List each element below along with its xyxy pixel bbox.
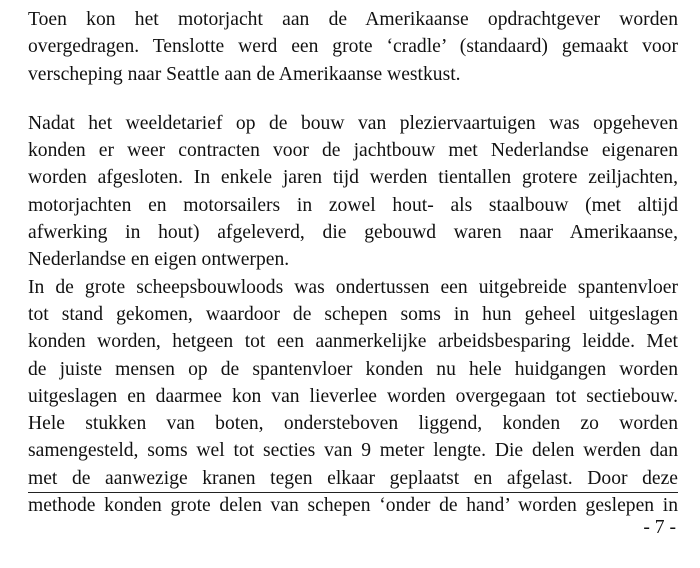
text-line: motorjachten en motorsailers in zowel hout- als staalbouw (met altijd (28, 194, 678, 216)
text-line: methode konden grote delen van schepen ‘onder de hand’ worden geslepen in (28, 495, 678, 517)
paragraph-delivery (28, 6, 678, 88)
text-line: verscheping naar Seattle aan de Amerikaanse westkust. (28, 63, 461, 85)
text-line: konden worden, hetgeen tot een aanmerkelijke arbeidsbesparing leidde. Met (28, 331, 678, 353)
text-line: konden er weer contracten voor de jachtbouw met Nederlandse eigenaren (28, 140, 678, 162)
text-line: samengesteld, soms wel tot secties van 9 meter lengte. Die delen werden dan (28, 440, 678, 462)
text-line: tot stand gekomen, waardoor de schepen soms in hun geheel uitgeslagen (28, 303, 678, 325)
text-line: In de grote scheepsbouwloods was ondertussen een uitgebreide spantenvloer (28, 276, 678, 298)
footer-divider (28, 492, 678, 493)
text-line: afwerking in hout) afgeleverd, die gebouwd waren naar Amerikaanse, (28, 222, 678, 244)
text-line: Toen kon het motorjacht aan de Amerikaanse opdrachtgever worden (28, 9, 678, 30)
text-line: met de aanwezige kranen tegen elkaar geplaatst en afgelast. Door deze (28, 467, 678, 489)
text-line: de juiste mensen op de spantenvloer konden nu hele huidgangen worden (28, 358, 678, 380)
page-number: - 7 - (643, 517, 676, 538)
paragraph-luxury-tariff (28, 110, 678, 274)
paragraph-frame-floor (28, 274, 678, 520)
text-line: uitgeslagen en daarmee kon van lieverlee worden overgegaan tot sectiebouw. (28, 385, 678, 407)
paragraph-gap (28, 88, 678, 110)
text-line: overgedragen. Tenslotte werd een grote ‘cradle’ (standaard) gemaakt voor (28, 36, 678, 58)
text-line: Nederlandse en eigen ontwerpen. (28, 249, 290, 271)
text-line: worden afgesloten. In enkele jaren tijd werden tientallen grotere zeiljachten, (28, 167, 678, 189)
text-line: Hele stukken van boten, ondersteboven liggend, konden zo worden (28, 413, 678, 435)
text-line: Nadat het weeldetarief op de bouw van pleziervaartuigen was opgeheven (28, 112, 678, 134)
document-page (28, 6, 678, 519)
